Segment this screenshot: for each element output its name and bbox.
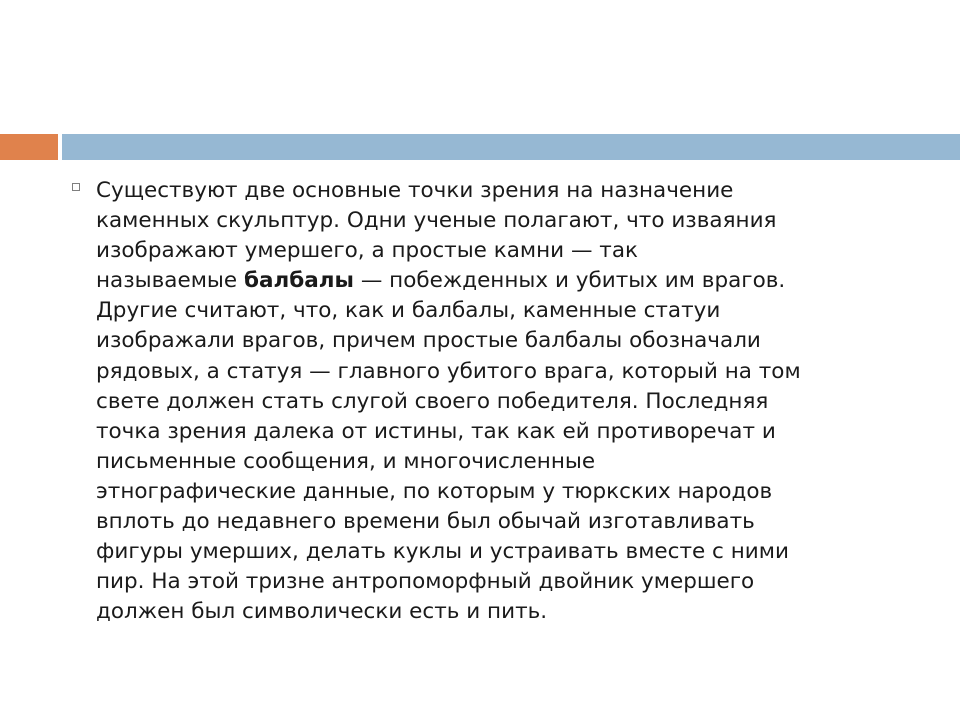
text-line: вплоть до недавнего времени был обычай изготавливать bbox=[96, 509, 755, 535]
text-line: изображали врагов, причем простые балбалы обозначали bbox=[96, 328, 761, 354]
title-bar bbox=[62, 134, 960, 160]
text-line: Существуют две основные точки зрения на назначение bbox=[96, 178, 734, 203]
content-area bbox=[72, 176, 922, 627]
hollow-square-bullet-icon bbox=[72, 183, 80, 191]
text-line: этнографические данные, по которым у тюркских народов bbox=[96, 478, 773, 504]
text-line: письменные сообщения, и многочисленные bbox=[96, 448, 596, 474]
text-line: каменных скульптур. Одни ученые полагают, что изваяния bbox=[96, 208, 777, 234]
text-line: точка зрения далека от истины, так как ей противоречат и bbox=[96, 418, 776, 444]
text-segment: называемые bbox=[96, 268, 238, 294]
text-line: фигуры умерших, делать куклы и устраивать вместе с ними bbox=[96, 539, 789, 565]
emphasized-term: балбалы bbox=[243, 268, 354, 294]
bullet-item bbox=[72, 176, 922, 627]
text-line: пир. На этой тризне антропоморфный двойник умершего bbox=[96, 569, 755, 595]
text-segment: — побежденных и убитых им врагов. bbox=[360, 268, 786, 294]
text-line-mixed bbox=[96, 266, 922, 296]
text-line: должен был символически есть и пить. bbox=[96, 599, 548, 625]
accent-bar bbox=[0, 134, 58, 160]
bullet-paragraph bbox=[96, 176, 922, 627]
text-line: свете должен стать слугой своего победителя. Последняя bbox=[96, 388, 769, 414]
text-line: изображают умершего, а простые камни — так bbox=[96, 238, 638, 264]
text-line: Другие считают, что, как и балбалы, каменные статуи bbox=[96, 298, 721, 324]
text-line: рядовых, а статуя — главного убитого врага, который на том bbox=[96, 358, 801, 384]
